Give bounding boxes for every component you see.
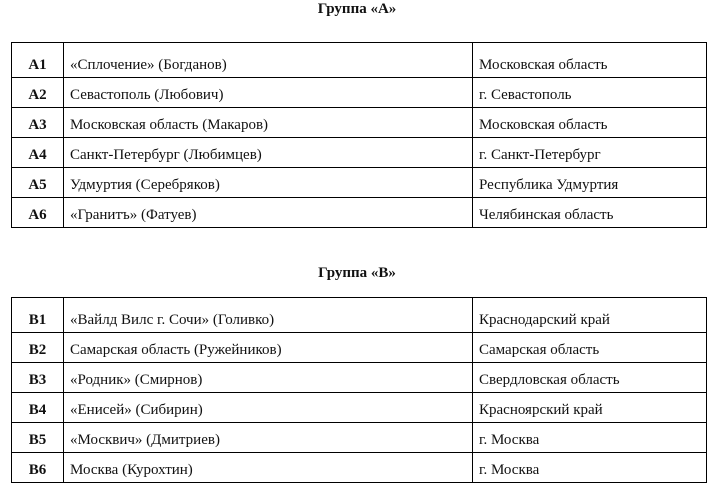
team-code: В1 xyxy=(12,298,64,333)
team-code: А2 xyxy=(12,78,64,108)
team-name: «Вайлд Вилс г. Сочи» (Голивко) xyxy=(64,298,473,333)
table-row xyxy=(12,423,707,453)
group-b-table xyxy=(11,297,707,483)
team-region: г. Москва xyxy=(473,453,707,483)
team-region: Красноярский край xyxy=(473,393,707,423)
team-name: Самарская область (Ружейников) xyxy=(64,333,473,363)
table-row xyxy=(12,168,707,198)
table-row xyxy=(12,43,707,78)
table-row xyxy=(12,453,707,483)
team-name: Москва (Курохтин) xyxy=(64,453,473,483)
team-region: Республика Удмуртия xyxy=(473,168,707,198)
team-code: В4 xyxy=(12,393,64,423)
team-code: В3 xyxy=(12,363,64,393)
table-row xyxy=(12,138,707,168)
table-row xyxy=(12,393,707,423)
team-name: «Сплочение» (Богданов) xyxy=(64,43,473,78)
team-region: Челябинская область xyxy=(473,198,707,228)
team-region: г. Москва xyxy=(473,423,707,453)
team-code: А4 xyxy=(12,138,64,168)
team-name: Санкт-Петербург (Любимцев) xyxy=(64,138,473,168)
team-code: А3 xyxy=(12,108,64,138)
team-code: В5 xyxy=(12,423,64,453)
team-region: г. Санкт-Петербург xyxy=(473,138,707,168)
team-name: «Гранитъ» (Фатуев) xyxy=(64,198,473,228)
table-row xyxy=(12,78,707,108)
table-row xyxy=(12,198,707,228)
group-a-table xyxy=(11,42,707,228)
team-name: Удмуртия (Серебряков) xyxy=(64,168,473,198)
team-name: «Енисей» (Сибирин) xyxy=(64,393,473,423)
table-row xyxy=(12,363,707,393)
team-region: Московская область xyxy=(473,108,707,138)
table-row xyxy=(12,108,707,138)
team-code: В6 xyxy=(12,453,64,483)
team-code: А6 xyxy=(12,198,64,228)
table-row xyxy=(12,333,707,363)
team-region: Свердловская область xyxy=(473,363,707,393)
team-code: А1 xyxy=(12,43,64,78)
team-name: Севастополь (Любович) xyxy=(64,78,473,108)
team-name: «Родник» (Смирнов) xyxy=(64,363,473,393)
table-row xyxy=(12,298,707,333)
team-name: «Москвич» (Дмитриев) xyxy=(64,423,473,453)
group-b-title: Группа «В» xyxy=(318,265,396,281)
group-a-title: Группа «А» xyxy=(317,1,397,17)
team-code: В2 xyxy=(12,333,64,363)
team-region: Краснодарский край xyxy=(473,298,707,333)
team-region: Самарская область xyxy=(473,333,707,363)
team-region: Московская область xyxy=(473,43,707,78)
team-code: А5 xyxy=(12,168,64,198)
team-region: г. Севастополь xyxy=(473,78,707,108)
team-name: Московская область (Макаров) xyxy=(64,108,473,138)
